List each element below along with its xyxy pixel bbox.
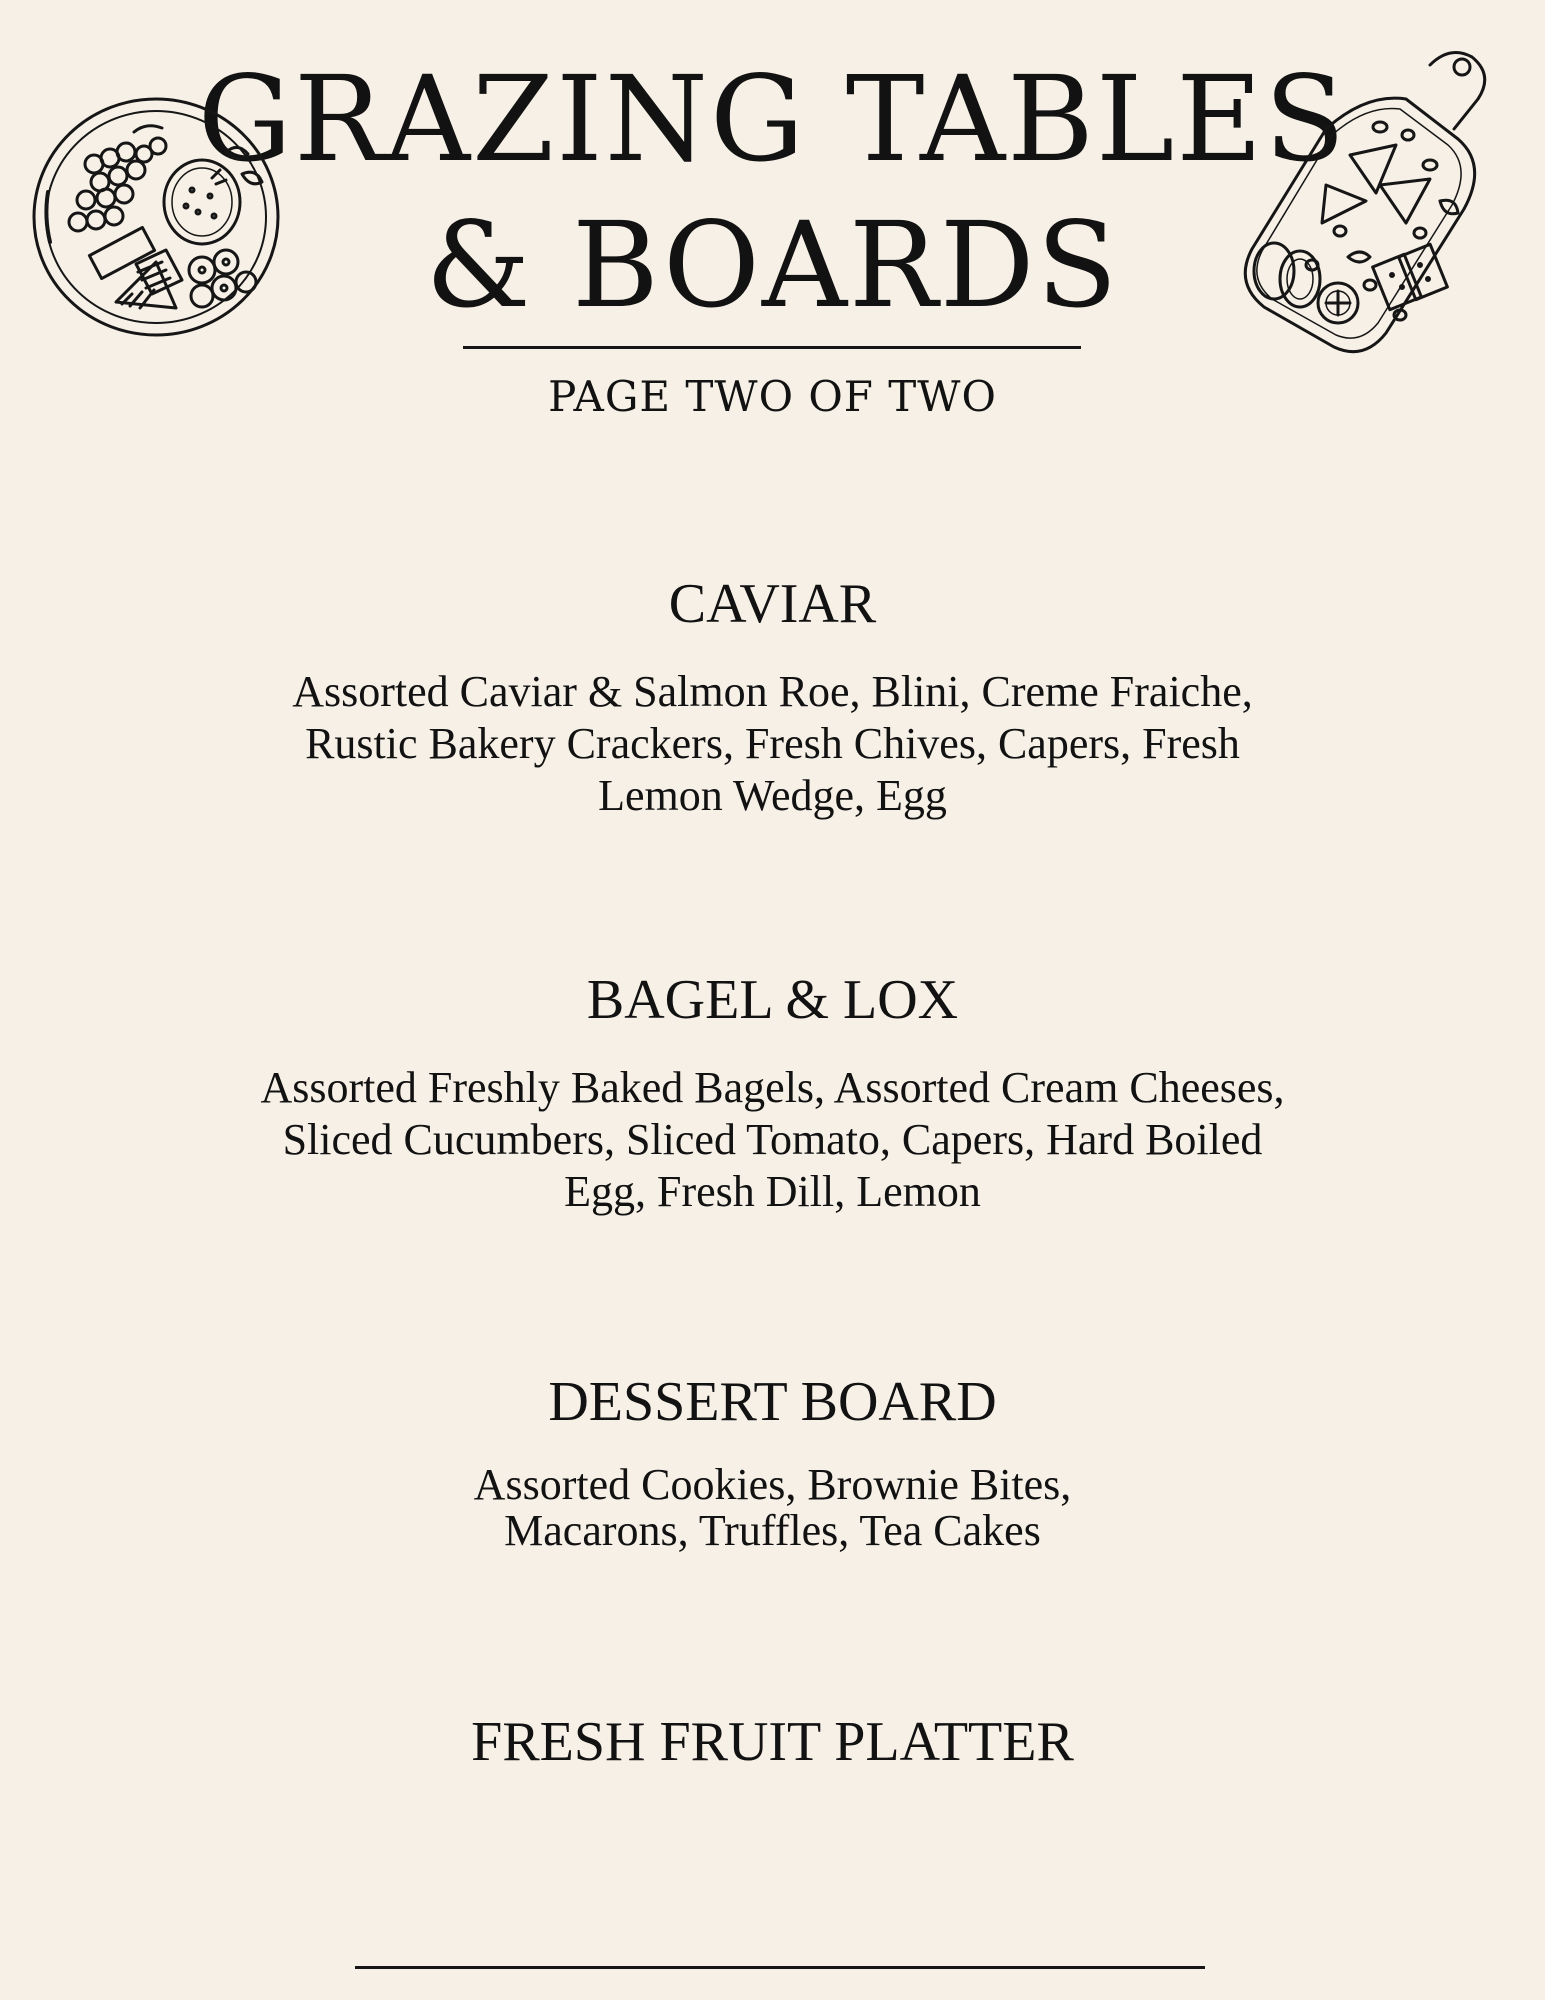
menu-section-caviar (0, 573, 1545, 822)
section-title: BAGEL & LOX (586, 969, 959, 1031)
section-title: CAVIAR (668, 573, 877, 635)
menu-section-bagel-lox (0, 969, 1545, 1218)
section-description: Assorted Cookies, Brownie Bites, Macarons, Truffles, Tea Cakes (473, 1460, 1072, 1555)
title-divider (463, 346, 1081, 349)
page-subtitle: PAGE TWO OF TWO (548, 372, 997, 421)
menu-section-dessert-board (0, 1371, 1545, 1555)
menu-section-fresh-fruit-platter (0, 1711, 1545, 1773)
cutting-board-icon (1230, 35, 1515, 370)
page-title-line-2: & BOARDS (425, 196, 1120, 334)
section-description: Assorted Caviar & Salmon Roe, Blini, Creme Fraiche, Rustic Bakery Crackers, Fresh Chives, Capers, Fresh Lemon Wedge, Egg (292, 667, 1253, 820)
footer-divider (355, 1966, 1205, 1969)
charcuterie-plate-icon (26, 92, 286, 342)
section-title: DESSERT BOARD (548, 1371, 997, 1433)
page-title-line-1: GRAZING TABLES (197, 50, 1348, 188)
section-description: Assorted Freshly Baked Bagels, Assorted Cream Cheeses, Sliced Cucumbers, Sliced Tomato, Capers, Hard Boiled Egg, Fresh Dill, Lemon (260, 1063, 1285, 1216)
section-title: FRESH FRUIT PLATTER (471, 1711, 1074, 1773)
